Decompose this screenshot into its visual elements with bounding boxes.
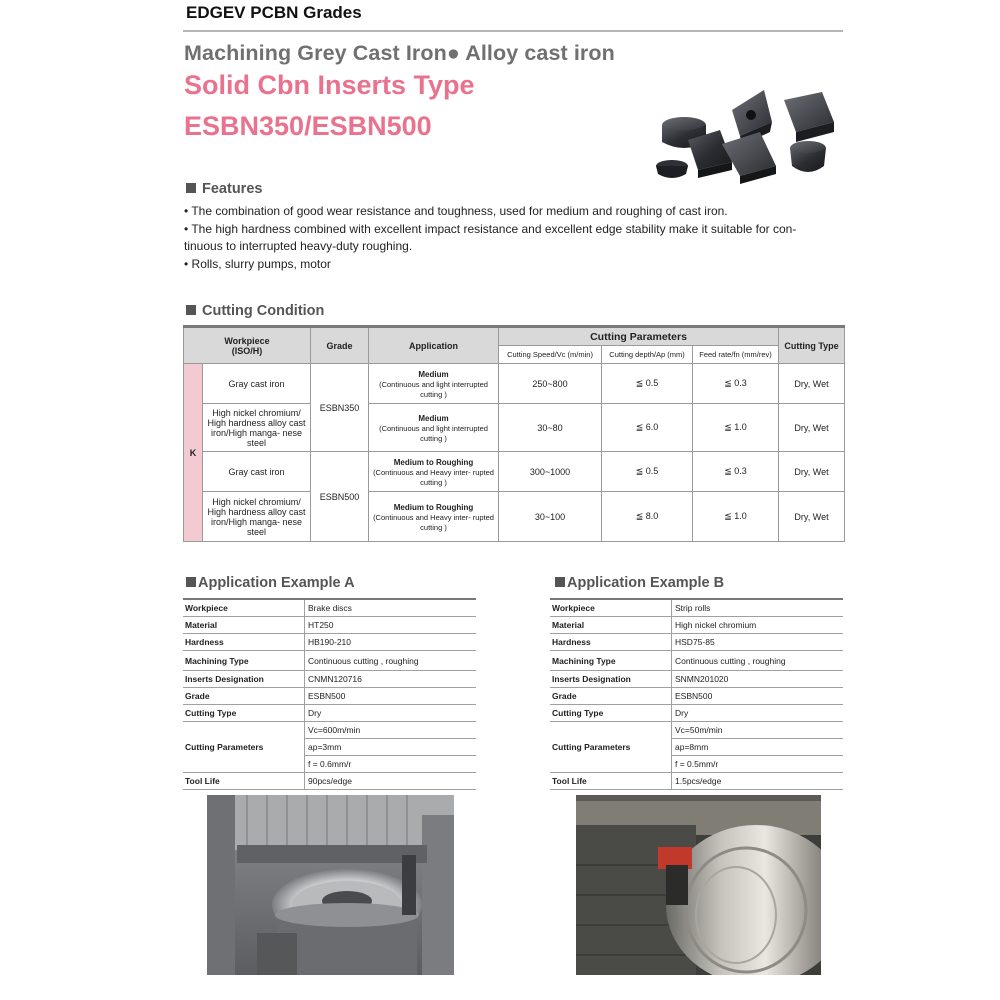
feed-cell: ≦ 0.3 — [693, 364, 779, 404]
example-b-table — [550, 598, 843, 790]
features-heading: Features — [186, 181, 262, 197]
value-feed: f = 0.6mm/r — [305, 756, 477, 773]
inserts-product-image — [636, 70, 844, 192]
feature-line: • The high hardness combined with excellent impact resistance and excellent edge stability make it suitable for con- — [184, 221, 797, 236]
value-workpiece: Strip rolls — [672, 599, 844, 617]
value-workpiece: Brake discs — [305, 599, 477, 617]
product-grade-title: ESBN350/ESBN500 — [184, 111, 432, 141]
label-workpiece: Workpiece — [183, 599, 305, 617]
depth-cell: ≦ 0.5 — [602, 364, 693, 404]
example-a-table — [183, 598, 476, 790]
header-grade: Grade — [311, 327, 369, 364]
label-cutting-type: Cutting Type — [183, 705, 305, 722]
table-row — [184, 452, 845, 492]
label-grade: Grade — [550, 688, 672, 705]
iso-cell: K — [184, 364, 203, 542]
feed-cell: ≦ 1.0 — [693, 404, 779, 452]
grade-cell: ESBN350 — [311, 364, 369, 452]
value-feed: f = 0.5mm/r — [672, 756, 844, 773]
header-depth: Cutting depth/Ap (mm) — [602, 346, 693, 364]
value-tool-life: 1.5pcs/edge — [672, 773, 844, 790]
label-cutting-parameters: Cutting Parameters — [183, 722, 305, 773]
label-cutting-parameters: Cutting Parameters — [550, 722, 672, 773]
application-cell: Medium (Continuous and light interrupted cutting ) — [369, 404, 499, 452]
header-application: Application — [369, 327, 499, 364]
table-row — [184, 492, 845, 542]
application-cell: Medium to Roughing (Continuous and Heavy inter- rupted cutting ) — [369, 452, 499, 492]
value-tool-life: 90pcs/edge — [305, 773, 477, 790]
depth-cell: ≦ 8.0 — [602, 492, 693, 542]
value-cutting-depth: ap=8mm — [672, 739, 844, 756]
square-bullet-icon — [186, 183, 196, 193]
subtitle: Machining Grey Cast Iron● Alloy cast iron — [184, 41, 615, 65]
square-bullet-icon — [186, 305, 196, 315]
feature-line: tinuous to interrupted heavy-duty roughing. — [184, 239, 413, 253]
label-machining-type: Machining Type — [183, 651, 305, 671]
table-row — [184, 364, 845, 404]
application-cell: Medium to Roughing (Continuous and Heavy inter- rupted cutting ) — [369, 492, 499, 542]
workpiece-cell: Gray cast iron — [203, 452, 311, 492]
workpiece-cell: Gray cast iron — [203, 364, 311, 404]
strip-roll-machining-photo — [576, 795, 821, 975]
value-cutting-depth: ap=3mm — [305, 739, 477, 756]
header-speed: Cutting Speed/Vc (m/min) — [499, 346, 602, 364]
label-hardness: Hardness — [183, 634, 305, 651]
square-bullet-icon — [555, 577, 565, 587]
header-workpiece: Workpiece (ISO/H) — [184, 327, 311, 364]
value-cutting-type: Dry — [305, 705, 477, 722]
title-rule — [183, 30, 843, 32]
application-cell: Medium (Continuous and light interrupted cutting ) — [369, 364, 499, 404]
example-b-heading: Application Example B — [555, 575, 724, 591]
example-a-heading: Application Example A — [186, 575, 355, 591]
feed-cell: ≦ 0.3 — [693, 452, 779, 492]
brake-disc-machining-photo — [207, 795, 454, 975]
value-machining-type: Continuous cutting , roughing — [672, 651, 844, 671]
cutting-condition-table — [183, 325, 845, 542]
label-tool-life: Tool Life — [550, 773, 672, 790]
label-workpiece: Workpiece — [550, 599, 672, 617]
header-cutting-type: Cutting Type — [779, 327, 845, 364]
table-row — [184, 404, 845, 452]
depth-cell: ≦ 6.0 — [602, 404, 693, 452]
features-list — [184, 203, 844, 273]
feature-line: • The combination of good wear resistance and toughness, used for medium and roughing of cast iron. — [184, 204, 728, 218]
workpiece-cell: High nickel chromium/ High hardness alloy cast iron/High manga- nese steel — [203, 404, 311, 452]
header-feed: Feed rate/fn (mm/rev) — [693, 346, 779, 364]
speed-cell: 300~1000 — [499, 452, 602, 492]
value-machining-type: Continuous cutting , roughing — [305, 651, 477, 671]
label-material: Material — [550, 617, 672, 634]
type-cell: Dry, Wet — [779, 452, 845, 492]
label-machining-type: Machining Type — [550, 651, 672, 671]
value-inserts-designation: CNMN120716 — [305, 671, 477, 688]
value-grade: ESBN500 — [672, 688, 844, 705]
type-cell: Dry, Wet — [779, 404, 845, 452]
label-tool-life: Tool Life — [183, 773, 305, 790]
type-cell: Dry, Wet — [779, 364, 845, 404]
label-inserts-designation: Inserts Designation — [550, 671, 672, 688]
label-hardness: Hardness — [550, 634, 672, 651]
speed-cell: 250~800 — [499, 364, 602, 404]
value-cutting-speed: Vc=600m/min — [305, 722, 477, 739]
label-inserts-designation: Inserts Designation — [183, 671, 305, 688]
depth-cell: ≦ 0.5 — [602, 452, 693, 492]
value-hardness: HB190-210 — [305, 634, 477, 651]
grade-cell: ESBN500 — [311, 452, 369, 542]
cutting-condition-heading: Cutting Condition — [186, 303, 324, 319]
label-material: Material — [183, 617, 305, 634]
product-type-title: Solid Cbn Inserts Type — [184, 70, 475, 100]
type-cell: Dry, Wet — [779, 492, 845, 542]
value-material: High nickel chromium — [672, 617, 844, 634]
feature-line: • Rolls, slurry pumps, motor — [184, 256, 331, 271]
header-cutting-parameters: Cutting Parameters — [499, 327, 779, 346]
square-bullet-icon — [186, 577, 196, 587]
speed-cell: 30~100 — [499, 492, 602, 542]
value-hardness: HSD75-85 — [672, 634, 844, 651]
value-material: HT250 — [305, 617, 477, 634]
speed-cell: 30~80 — [499, 404, 602, 452]
workpiece-cell: High nickel chromium/ High hardness alloy cast iron/High manga- nese steel — [203, 492, 311, 542]
document-title: EDGEV PCBN Grades — [186, 3, 362, 22]
label-cutting-type: Cutting Type — [550, 705, 672, 722]
feed-cell: ≦ 1.0 — [693, 492, 779, 542]
value-cutting-speed: Vc=50m/min — [672, 722, 844, 739]
value-inserts-designation: SNMN201020 — [672, 671, 844, 688]
label-grade: Grade — [183, 688, 305, 705]
value-grade: ESBN500 — [305, 688, 477, 705]
value-cutting-type: Dry — [672, 705, 844, 722]
